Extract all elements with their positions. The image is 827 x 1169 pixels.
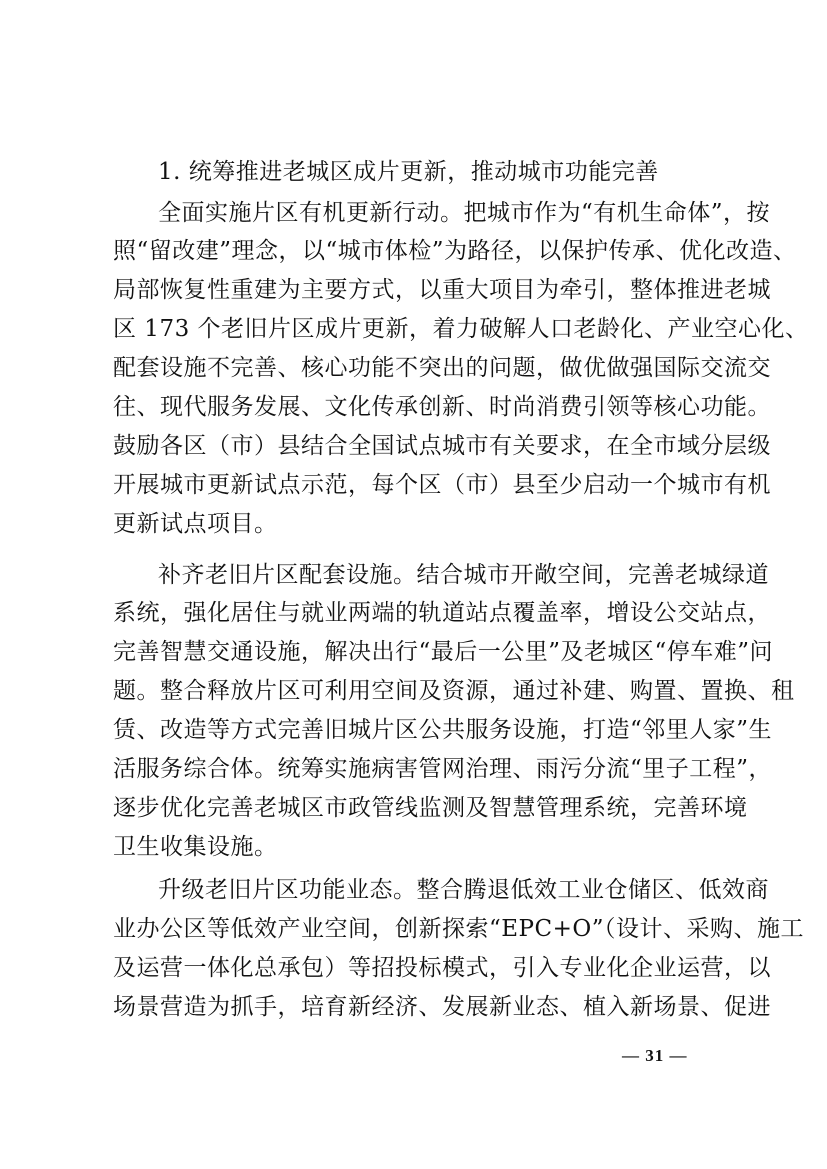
paragraph-3-line-2: 业办公区等低效产业空间，创新探索“EPC+O”（设计、采购、施工 — [113, 916, 805, 942]
paragraph-1-line-4: 区 173 个老旧片区成片更新，着力破解人口老龄化、产业空心化、 — [113, 316, 809, 342]
paragraph-3-line-4: 场景营造为抓手，培育新经济、发展新业态、植入新场景、促进 — [113, 994, 771, 1020]
paragraph-1-line-8: 开展城市更新试点示范，每个区（市）县至少启动一个城市有机 — [113, 472, 771, 498]
paragraph-1-line-3: 局部恢复性重建为主要方式，以重大项目为牵引，整体推进老城 — [113, 277, 771, 303]
paragraph-1-line-9: 更新试点项目。 — [113, 511, 278, 537]
paragraph-2-line-1: 补齐老旧片区配套设施。结合城市开敞空间，完善老城绿道 — [158, 562, 769, 588]
paragraph-1-line-6: 往、现代服务发展、文化传承创新、时尚消费引领等核心功能。 — [113, 394, 771, 420]
section-heading: 1. 统筹推进老城区成片更新，推动城市功能完善 — [158, 159, 659, 185]
paragraph-3-line-3: 及运营一体化总承包）等招投标模式，引入专业化企业运营，以 — [113, 955, 771, 981]
paragraph-2-line-6: 活服务综合体。统筹实施病害管网治理、雨污分流“里子工程”， — [113, 756, 773, 782]
paragraph-2-line-2: 系统，强化居住与就业两端的轨道站点覆盖率，增设公交站点， — [113, 600, 771, 626]
paragraph-2-line-7: 逐步优化完善老城区市政管线监测及智慧管理系统，完善环境 — [113, 795, 748, 821]
page-number: — 31 — — [622, 1046, 688, 1065]
paragraph-1-line-1: 全面实施片区有机更新行动。把城市作为“有机生命体”，按 — [158, 200, 771, 226]
paragraph-2-line-3: 完善智慧交通设施，解决出行“最后一公里”及老城区“停车难”问 — [113, 639, 774, 665]
paragraph-1-line-7: 鼓励各区（市）县结合全国试点城市有关要求，在全市域分层级 — [113, 433, 771, 459]
paragraph-2-line-8: 卫生收集设施。 — [113, 834, 278, 860]
paragraph-3-line-1: 升级老旧片区功能业态。整合腾退低效工业仓储区、低效商 — [158, 877, 769, 903]
paragraph-1-line-2: 照“留改建”理念，以“城市体检”为路径，以保护传承、优化改造、 — [113, 238, 797, 264]
paragraph-2-line-4: 题。整合释放片区可利用空间及资源，通过补建、购置、置换、租 — [113, 678, 795, 704]
paragraph-2-line-5: 赁、改造等方式完善旧城片区公共服务设施，打造“邻里人家”生 — [113, 717, 773, 743]
paragraph-1-line-5: 配套设施不完善、核心功能不突出的问题，做优做强国际交流交 — [113, 355, 771, 381]
